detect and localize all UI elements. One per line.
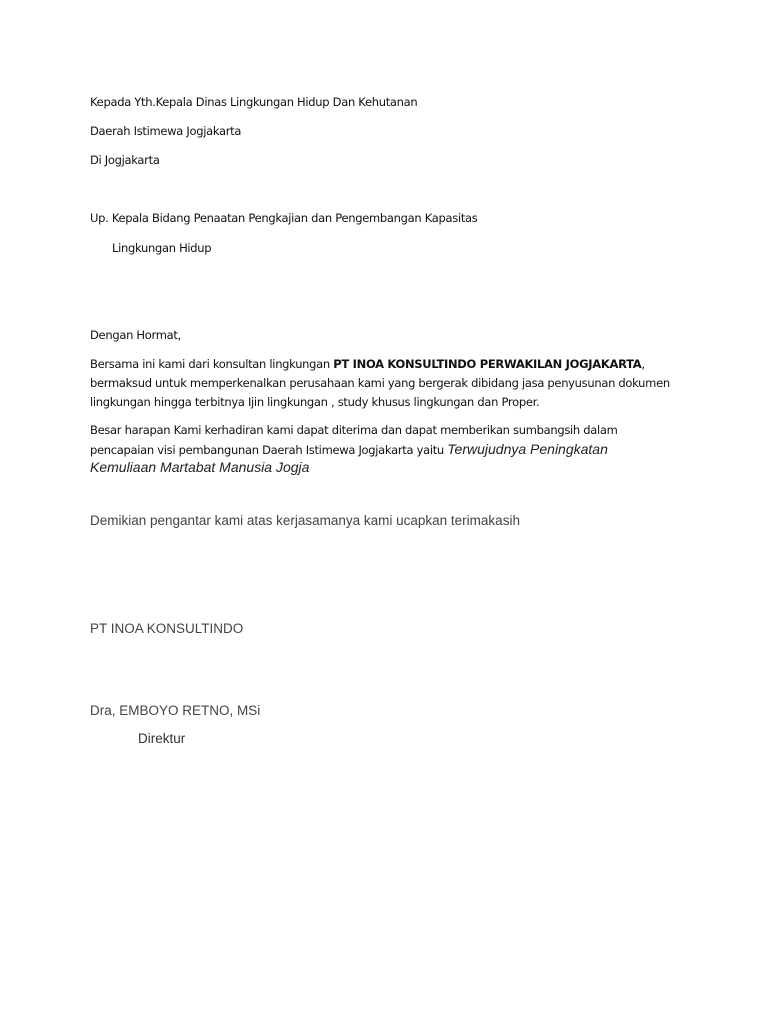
attention-line-2: Lingkungan Hidup xyxy=(112,241,212,255)
attention-line-1: Up. Kepala Bidang Penaatan Pengkajian dan Pengembangan Kapasitas xyxy=(90,211,478,225)
signatory-title: Direktur xyxy=(138,731,186,746)
paragraph1-line-3: lingkungan hingga terbitnya Ijin lingkungan , study khusus lingkungan dan Proper. xyxy=(90,395,540,409)
closing-sentence: Demikian pengantar kami atas kerjasamanya kami ucapkan terimakasih xyxy=(90,513,520,528)
paragraph1-intro-end: , xyxy=(641,357,645,371)
paragraph1-line-2: bermaksud untuk memperkenalkan perusahaan kami yang bergerak dibidang jasa penyusunan dokumen xyxy=(90,376,670,390)
signatory-name: Dra, EMBOYO RETNO, MSi xyxy=(90,703,261,718)
paragraph2-text: pencapaian visi pembangunan Daerah Istimewa Jogjakarta yaitu xyxy=(90,443,448,457)
recipient-line-1: Kepada Yth.Kepala Dinas Lingkungan Hidup Dan Kehutanan xyxy=(90,95,418,109)
vision-statement-part-2: Kemuliaan Martabat Manusia Jogja xyxy=(90,459,310,475)
company-name-bold: PT INOA KONSULTINDO PERWAKILAN JOGJAKARTA xyxy=(333,357,642,371)
paragraph1-intro: Bersama ini kami dari konsultan lingkungan xyxy=(90,357,334,371)
recipient-line-2: Daerah Istimewa Jogjakarta xyxy=(90,124,242,138)
paragraph2-line-1: Besar harapan Kami kerhadiran kami dapat diterima dan dapat memberikan sumbangsih dalam xyxy=(90,423,618,437)
paragraph1-line-1 xyxy=(90,355,645,373)
vision-statement-part-1: Terwujudnya Peningkatan xyxy=(447,441,608,457)
salutation: Dengan Hormat, xyxy=(90,328,181,342)
recipient-line-3: Di Jogjakarta xyxy=(90,153,160,167)
paragraph2-line-2 xyxy=(90,440,608,459)
company-signature: PT INOA KONSULTINDO xyxy=(90,621,244,636)
